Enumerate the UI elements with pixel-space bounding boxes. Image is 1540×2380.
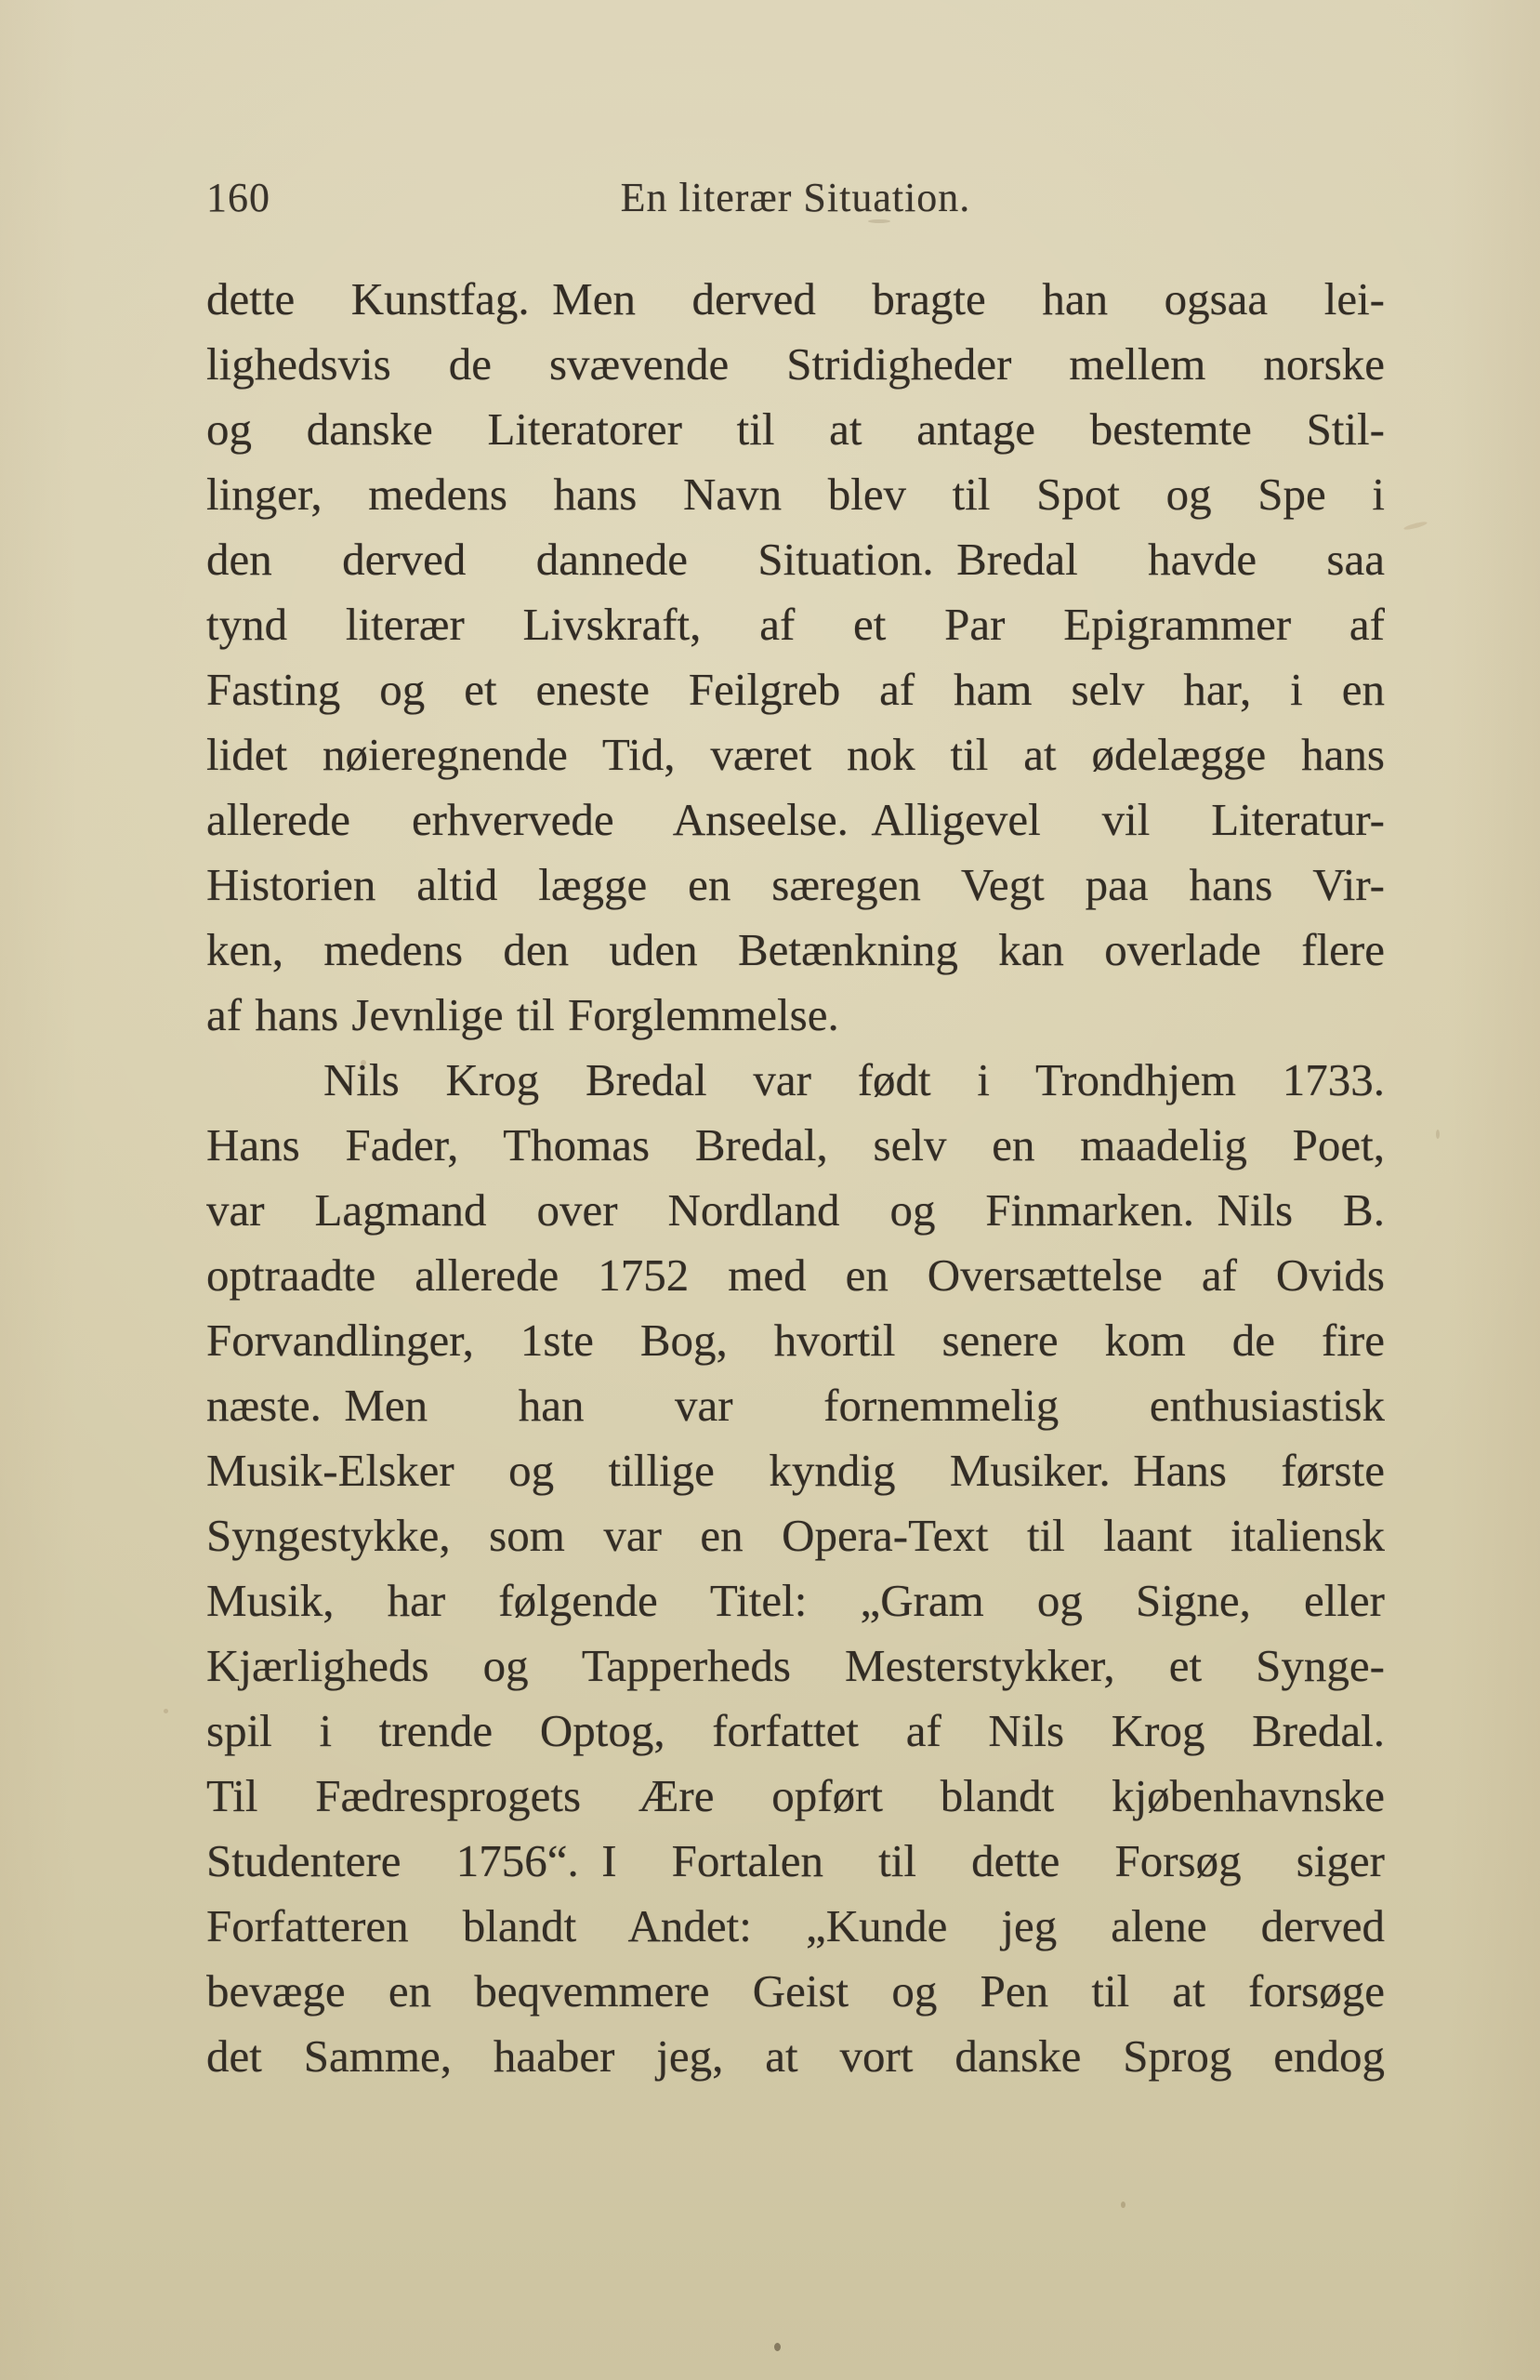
paper-speck — [164, 1709, 168, 1713]
text-line: Forvandlinger, 1ste Bog, hvortil senere kom de fire — [206, 1315, 1385, 1366]
text-line: bevæge en beqvemmere Geist og Pen til at forsøge — [206, 1965, 1385, 2016]
text-line: Studentere 1756“. I Fortalen til dette Forsøg siger — [206, 1835, 1385, 1886]
text-line: var Lagmand over Nordland og Finmarken. Nils B. — [206, 1184, 1385, 1236]
text-line: ken, medens den uden Betænkning kan overlade flere — [206, 924, 1385, 975]
text-line: Musik, har følgende Titel: „Gram og Signe, eller — [206, 1575, 1385, 1626]
text-block — [206, 267, 1385, 2089]
text-line: og danske Literatorer til at antage bestemte Stil- — [206, 403, 1385, 455]
text-line: af hans Jevnlige til Forglemmelse. — [206, 989, 839, 1040]
text-line: Syngestykke, som var en Opera-Text til laant italiensk — [206, 1510, 1385, 1561]
text-line: Til Fædresprogets Ære opført blandt kjøbenhavnske — [206, 1770, 1385, 1821]
text-line: optraadte allerede 1752 med en Oversættelse af Ovids — [206, 1250, 1385, 1301]
text-line: lidet nøieregnende Tid, været nok til at ødelægge hans — [206, 729, 1385, 780]
text-line: dette Kunstfag. Men derved bragte han ogsaa lei- — [206, 273, 1385, 324]
text-line: allerede erhvervede Anseelse. Alligevel vil Literatur- — [206, 794, 1385, 845]
text-line: linger, medens hans Navn blev til Spot og Spe i — [206, 469, 1385, 520]
paper-speck — [1403, 521, 1428, 532]
running-head — [206, 170, 1385, 226]
paper-speck — [1436, 1130, 1440, 1139]
text-line: det Samme, haaber jeg, at vort danske Sprog endog — [206, 2030, 1385, 2082]
text-line: Fasting og et eneste Feilgreb af ham selv har, i en — [206, 664, 1385, 715]
text-line: spil i trende Optog, forfattet af Nils Krog Bredal. — [206, 1705, 1385, 1756]
running-header-title: En literær Situation. — [620, 175, 971, 220]
text-line: den derved dannede Situation. Bredal havde saa — [206, 534, 1385, 585]
paper-speck — [774, 2343, 781, 2351]
page-number: 160 — [206, 175, 270, 220]
text-line: Musik-Elsker og tillige kyndig Musiker. Hans første — [206, 1445, 1385, 1496]
paper-speck — [1121, 2202, 1125, 2208]
text-line: Hans Fader, Thomas Bredal, selv en maadelig Poet, — [206, 1119, 1385, 1170]
text-line: tynd literær Livskraft, af et Par Epigrammer af — [206, 599, 1385, 650]
text-line: Historien altid lægge en særegen Vegt paa hans Vir- — [206, 859, 1385, 910]
text-line: næste. Men han var fornemmelig enthusiastisk — [206, 1380, 1385, 1431]
text-line: Forfatteren blandt Andet: „Kunde jeg alene derved — [206, 1900, 1385, 1951]
text-line: lighedsvis de svævende Stridigheder mellem norske — [206, 338, 1385, 390]
text-line: Kjærligheds og Tapperheds Mesterstykker, et Synge- — [206, 1640, 1385, 1691]
text-line: Nils Krog Bredal var født i Trondhjem 1733. — [323, 1054, 1385, 1105]
